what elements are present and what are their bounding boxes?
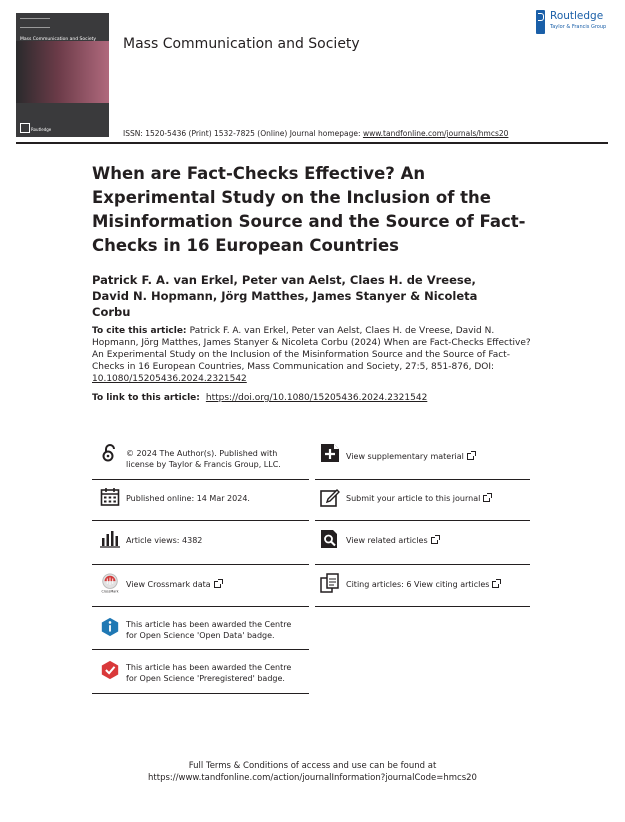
cite-label: To cite this article: [92, 326, 190, 336]
cover-publisher-name: Routledge [31, 127, 52, 132]
cover-publisher-icon [20, 123, 30, 133]
divider [315, 606, 530, 607]
article-views-text: Article views: 4382 [126, 536, 203, 545]
external-link-icon [467, 453, 474, 460]
publisher-subtitle: Taylor & Francis Group [550, 24, 607, 30]
preregistered-badge-icon [100, 660, 120, 680]
divider [92, 479, 309, 480]
footer-terms: Full Terms & Conditions of access and use can be found at [188, 761, 437, 771]
published-date-text: Published online: 14 Mar 2024. [126, 494, 250, 503]
related-articles-text[interactable]: View related articles [346, 535, 438, 546]
open-data-badge [100, 617, 310, 645]
cover-band [16, 41, 109, 103]
bar-chart-icon [100, 529, 120, 549]
external-link-icon [483, 495, 490, 502]
journal-homepage-link[interactable]: www.tandfonline.com/journals/hmcs20 [362, 129, 509, 138]
cite-doi-link[interactable]: 10.1080/15205436.2024.2321542 [92, 374, 247, 384]
related-articles-link[interactable] [320, 529, 530, 553]
divider [315, 564, 530, 565]
article-authors: Patrick F. A. van Erkel, Peter van Aelst, Claes H. de Vreese, David N. Hopmann, Jörg Matthes, James Stanyer & Nicoleta Corbu [92, 273, 478, 319]
supplementary-icon [320, 443, 340, 463]
header-divider [16, 142, 608, 144]
preregistered-badge-text: This article has been awarded the Centre for Open Science 'Preregistered' badge. [126, 663, 292, 683]
citing-articles-link[interactable] [320, 573, 530, 597]
publisher-name: Routledge [550, 10, 604, 22]
license-text: © 2024 The Author(s). Published with license by Taylor & Francis Group, LLC. [126, 449, 281, 469]
issn-line [123, 129, 508, 138]
cover-rule [20, 18, 50, 28]
divider [92, 649, 309, 650]
article-views [100, 529, 310, 553]
open-access-icon [100, 443, 120, 463]
external-link-icon [214, 581, 221, 588]
open-data-badge-icon [100, 617, 120, 637]
article-link-line [92, 393, 427, 403]
supplementary-text[interactable]: View supplementary material [346, 451, 474, 462]
crossmark-icon [100, 573, 120, 593]
calendar-icon [100, 487, 120, 507]
supplementary-material-link[interactable] [320, 443, 530, 467]
external-link-icon [431, 537, 438, 544]
journal-cover-image [16, 13, 109, 137]
license-info [100, 443, 310, 477]
submit-article-link[interactable] [320, 487, 530, 511]
crossmark-link[interactable] [100, 573, 310, 597]
footer-terms-link[interactable]: https://www.tandfonline.com/action/journalInformation?journalCode=hmcs20 [148, 773, 477, 783]
article-title: When are Fact-Checks Effective? An Experimental Study on the Inclusion of the Misinformation Source and the Source of Fact-Checks in 16 European Countries [92, 164, 526, 255]
citing-articles-text[interactable]: Citing articles: 6 View citing articles [346, 579, 499, 590]
submit-article-text[interactable]: Submit your article to this journal [346, 493, 490, 504]
divider [92, 520, 309, 521]
cite-text: Patrick F. A. van Erkel, Peter van Aelst, Claes H. de Vreese, David N. Hopmann, Jörg Matthes, James Stanyer & Nicoleta Corbu (2024) When are Fact-Checks Effective? An Experimental Study on the Inclusion of the Misinformation Source and the Source of Fact-Checks in 16 European Countries, Mass Communication and Society, 27:5, 851-876, DOI: [92, 326, 531, 372]
routledge-icon [536, 10, 545, 34]
citing-icon [320, 573, 340, 593]
publisher-logo[interactable] [536, 10, 614, 36]
divider [92, 564, 309, 565]
crossmark-text[interactable]: View Crossmark data [126, 579, 221, 590]
divider [315, 520, 530, 521]
issn-text: ISSN: 1520-5436 (Print) 1532-7825 (Online) Journal homepage: [123, 129, 363, 138]
link-label: To link to this article: [92, 393, 204, 403]
edit-icon [320, 487, 340, 507]
search-doc-icon [320, 529, 340, 549]
divider [315, 479, 530, 480]
published-date [100, 487, 310, 511]
preregistered-badge [100, 660, 310, 688]
journal-title: Mass Communication and Society [123, 36, 360, 52]
crossmark-label: CrossMark [101, 589, 119, 593]
external-link-icon [492, 581, 499, 588]
article-doi-link[interactable]: https://doi.org/10.1080/15205436.2024.2321542 [205, 393, 428, 403]
citation-block [92, 325, 542, 385]
divider [92, 606, 309, 607]
divider [92, 693, 309, 694]
open-data-badge-text: This article has been awarded the Centre for Open Science 'Open Data' badge. [126, 620, 292, 640]
cover-journal-title: Mass Communication and Society [20, 37, 97, 42]
